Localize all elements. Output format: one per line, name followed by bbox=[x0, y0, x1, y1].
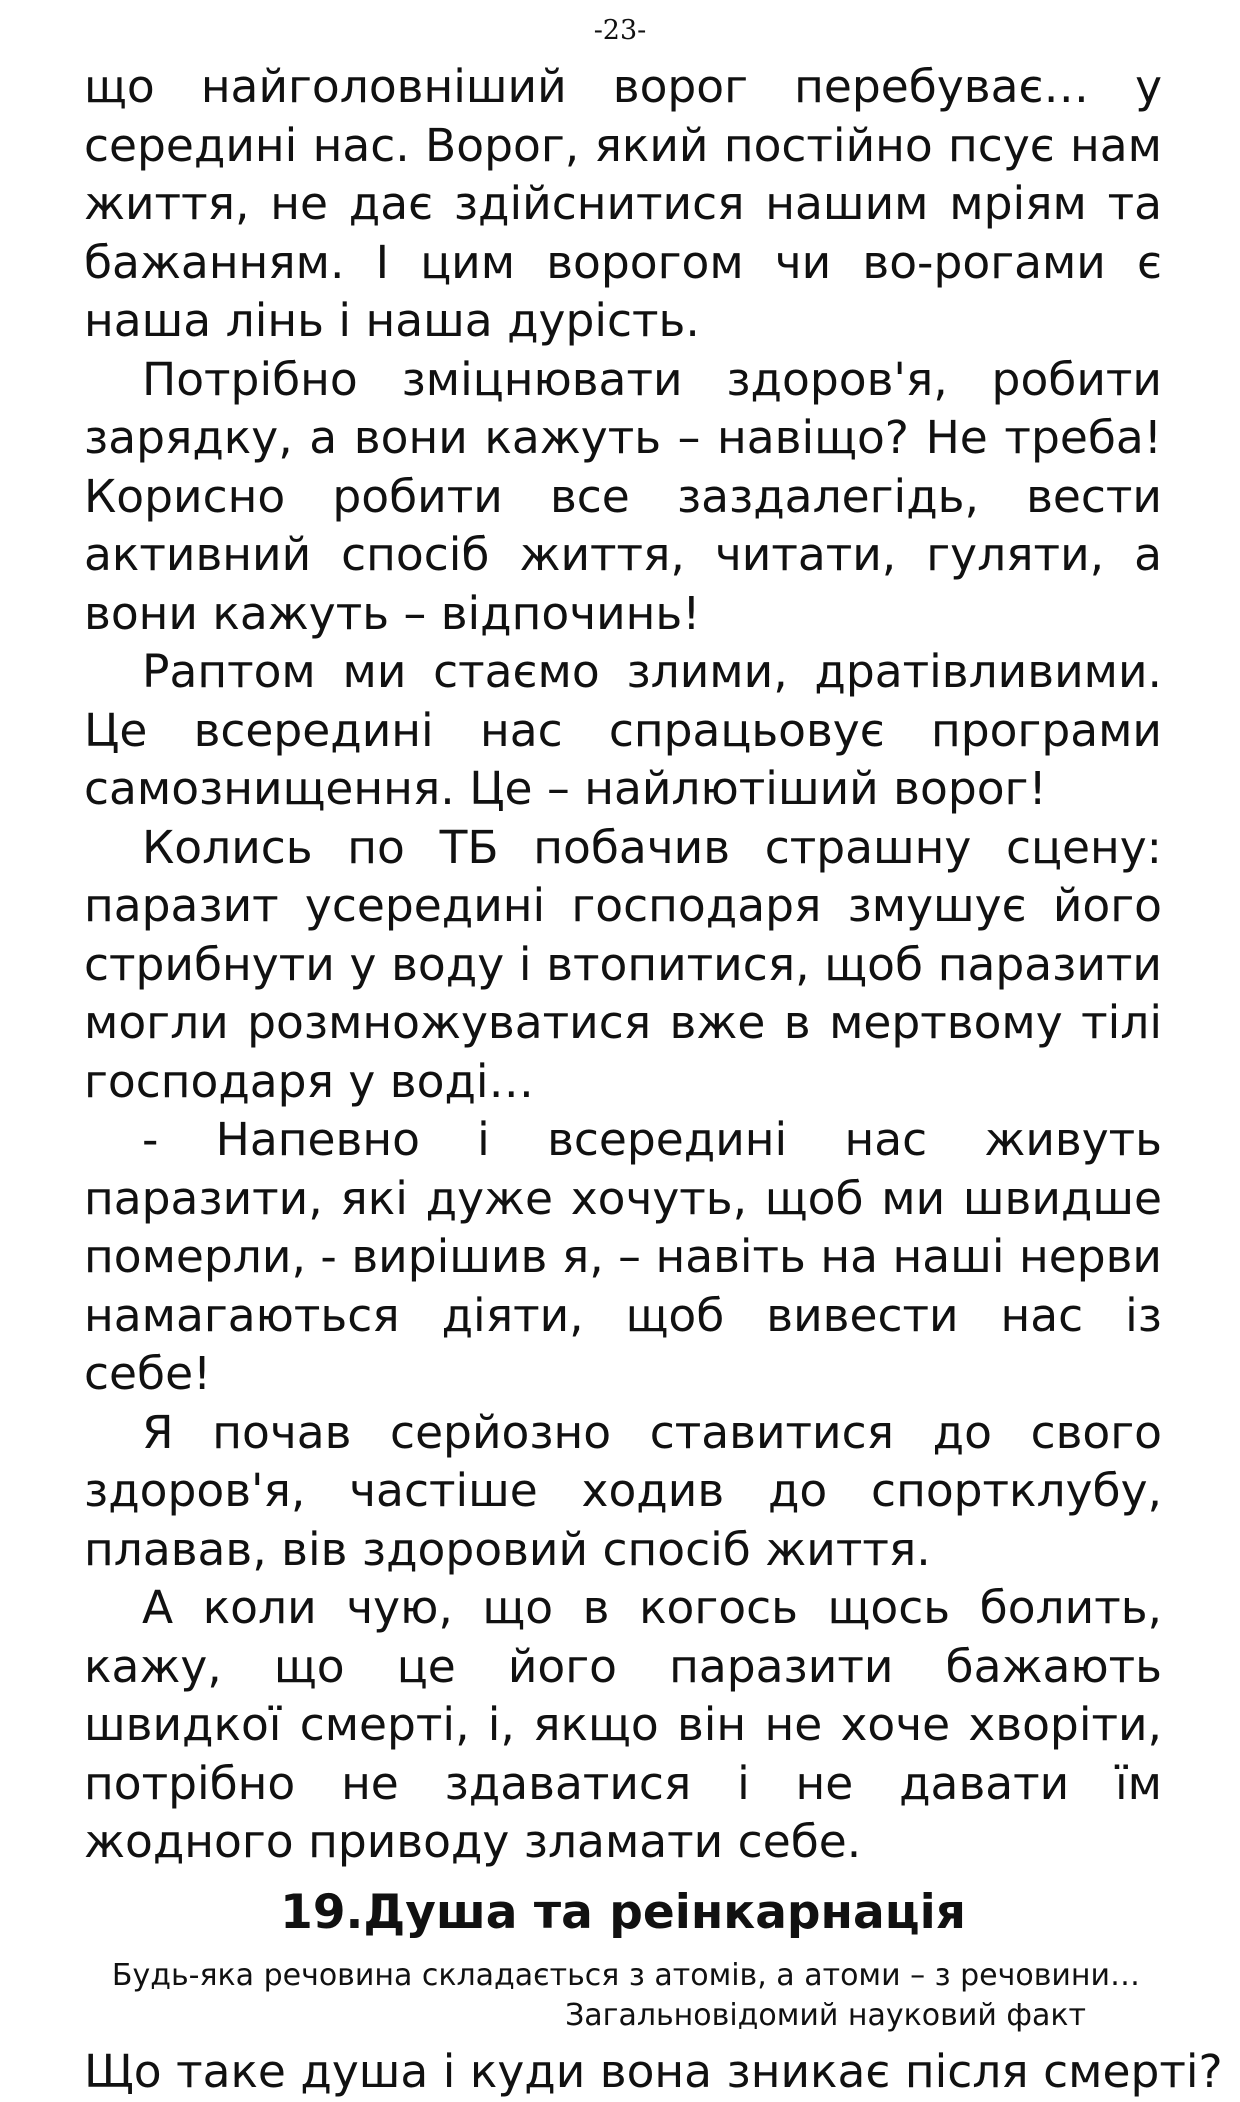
paragraph-6: Я почав серйозно ставитися до свого здоров'я, частіше ходив до спортклубу, плавав, вів здоровий спосіб життя. bbox=[84, 1405, 1162, 1576]
chapter-heading: 19.Душа та реінкарнація bbox=[280, 1884, 966, 1940]
chapter-opening-line: Що таке душа і куди вона зникає після смерті? bbox=[84, 2044, 1223, 2098]
paragraph-1: що найголовніший ворог перебуває… у середині нас. Ворог, який постійно псує нам життя, не дає здійснитися нашим мріям та бажанням. І цим ворогом чи во-рогами є наша лінь і наша дурість. bbox=[84, 60, 1162, 347]
paragraph-7: А коли чую, що в когось щось болить, кажу, що це його паразити бажають швидкої смерті, і, якщо він не хоче хворіти, потрібно не здаватися і не давати їм жодного приводу зламати себе. bbox=[84, 1581, 1162, 1868]
paragraph-4: Колись по ТБ побачив страшну сцену: паразит усередині господаря змушує його стрибнути у воду і втопитися, щоб паразити могли розмножуватися вже в мертвому тілі господаря у воді… bbox=[84, 820, 1162, 1108]
epigraph-source: Загальновідомий науковий факт bbox=[565, 1997, 1086, 2033]
paragraph-3: Раптом ми стаємо злими, дратівливими. Це всередині нас спрацьовує програми самознищення. Це – найлютіший ворог! bbox=[84, 645, 1162, 815]
epigraph: Будь-яка речовина складається з атомів, а атоми – з речовини… bbox=[111, 1957, 1140, 1993]
page-number: -23- bbox=[593, 15, 647, 46]
paragraph-2: Потрібно зміцнювати здоров'я, робити зарядку, а вони кажуть – навіщо? Не треба! Корисно робити все заздалегідь, вести активний спосіб життя, читати, гуляти, а вони кажуть – відпочинь! bbox=[84, 352, 1162, 640]
body-text bbox=[84, 58, 1223, 2102]
paragraph-5: - Напевно і всередині нас живуть паразити, які дуже хочуть, щоб ми швидше померли, - вирішив я, – навіть на наші нерви намагаються діяти, щоб вивести нас із себе! bbox=[84, 1113, 1162, 1400]
